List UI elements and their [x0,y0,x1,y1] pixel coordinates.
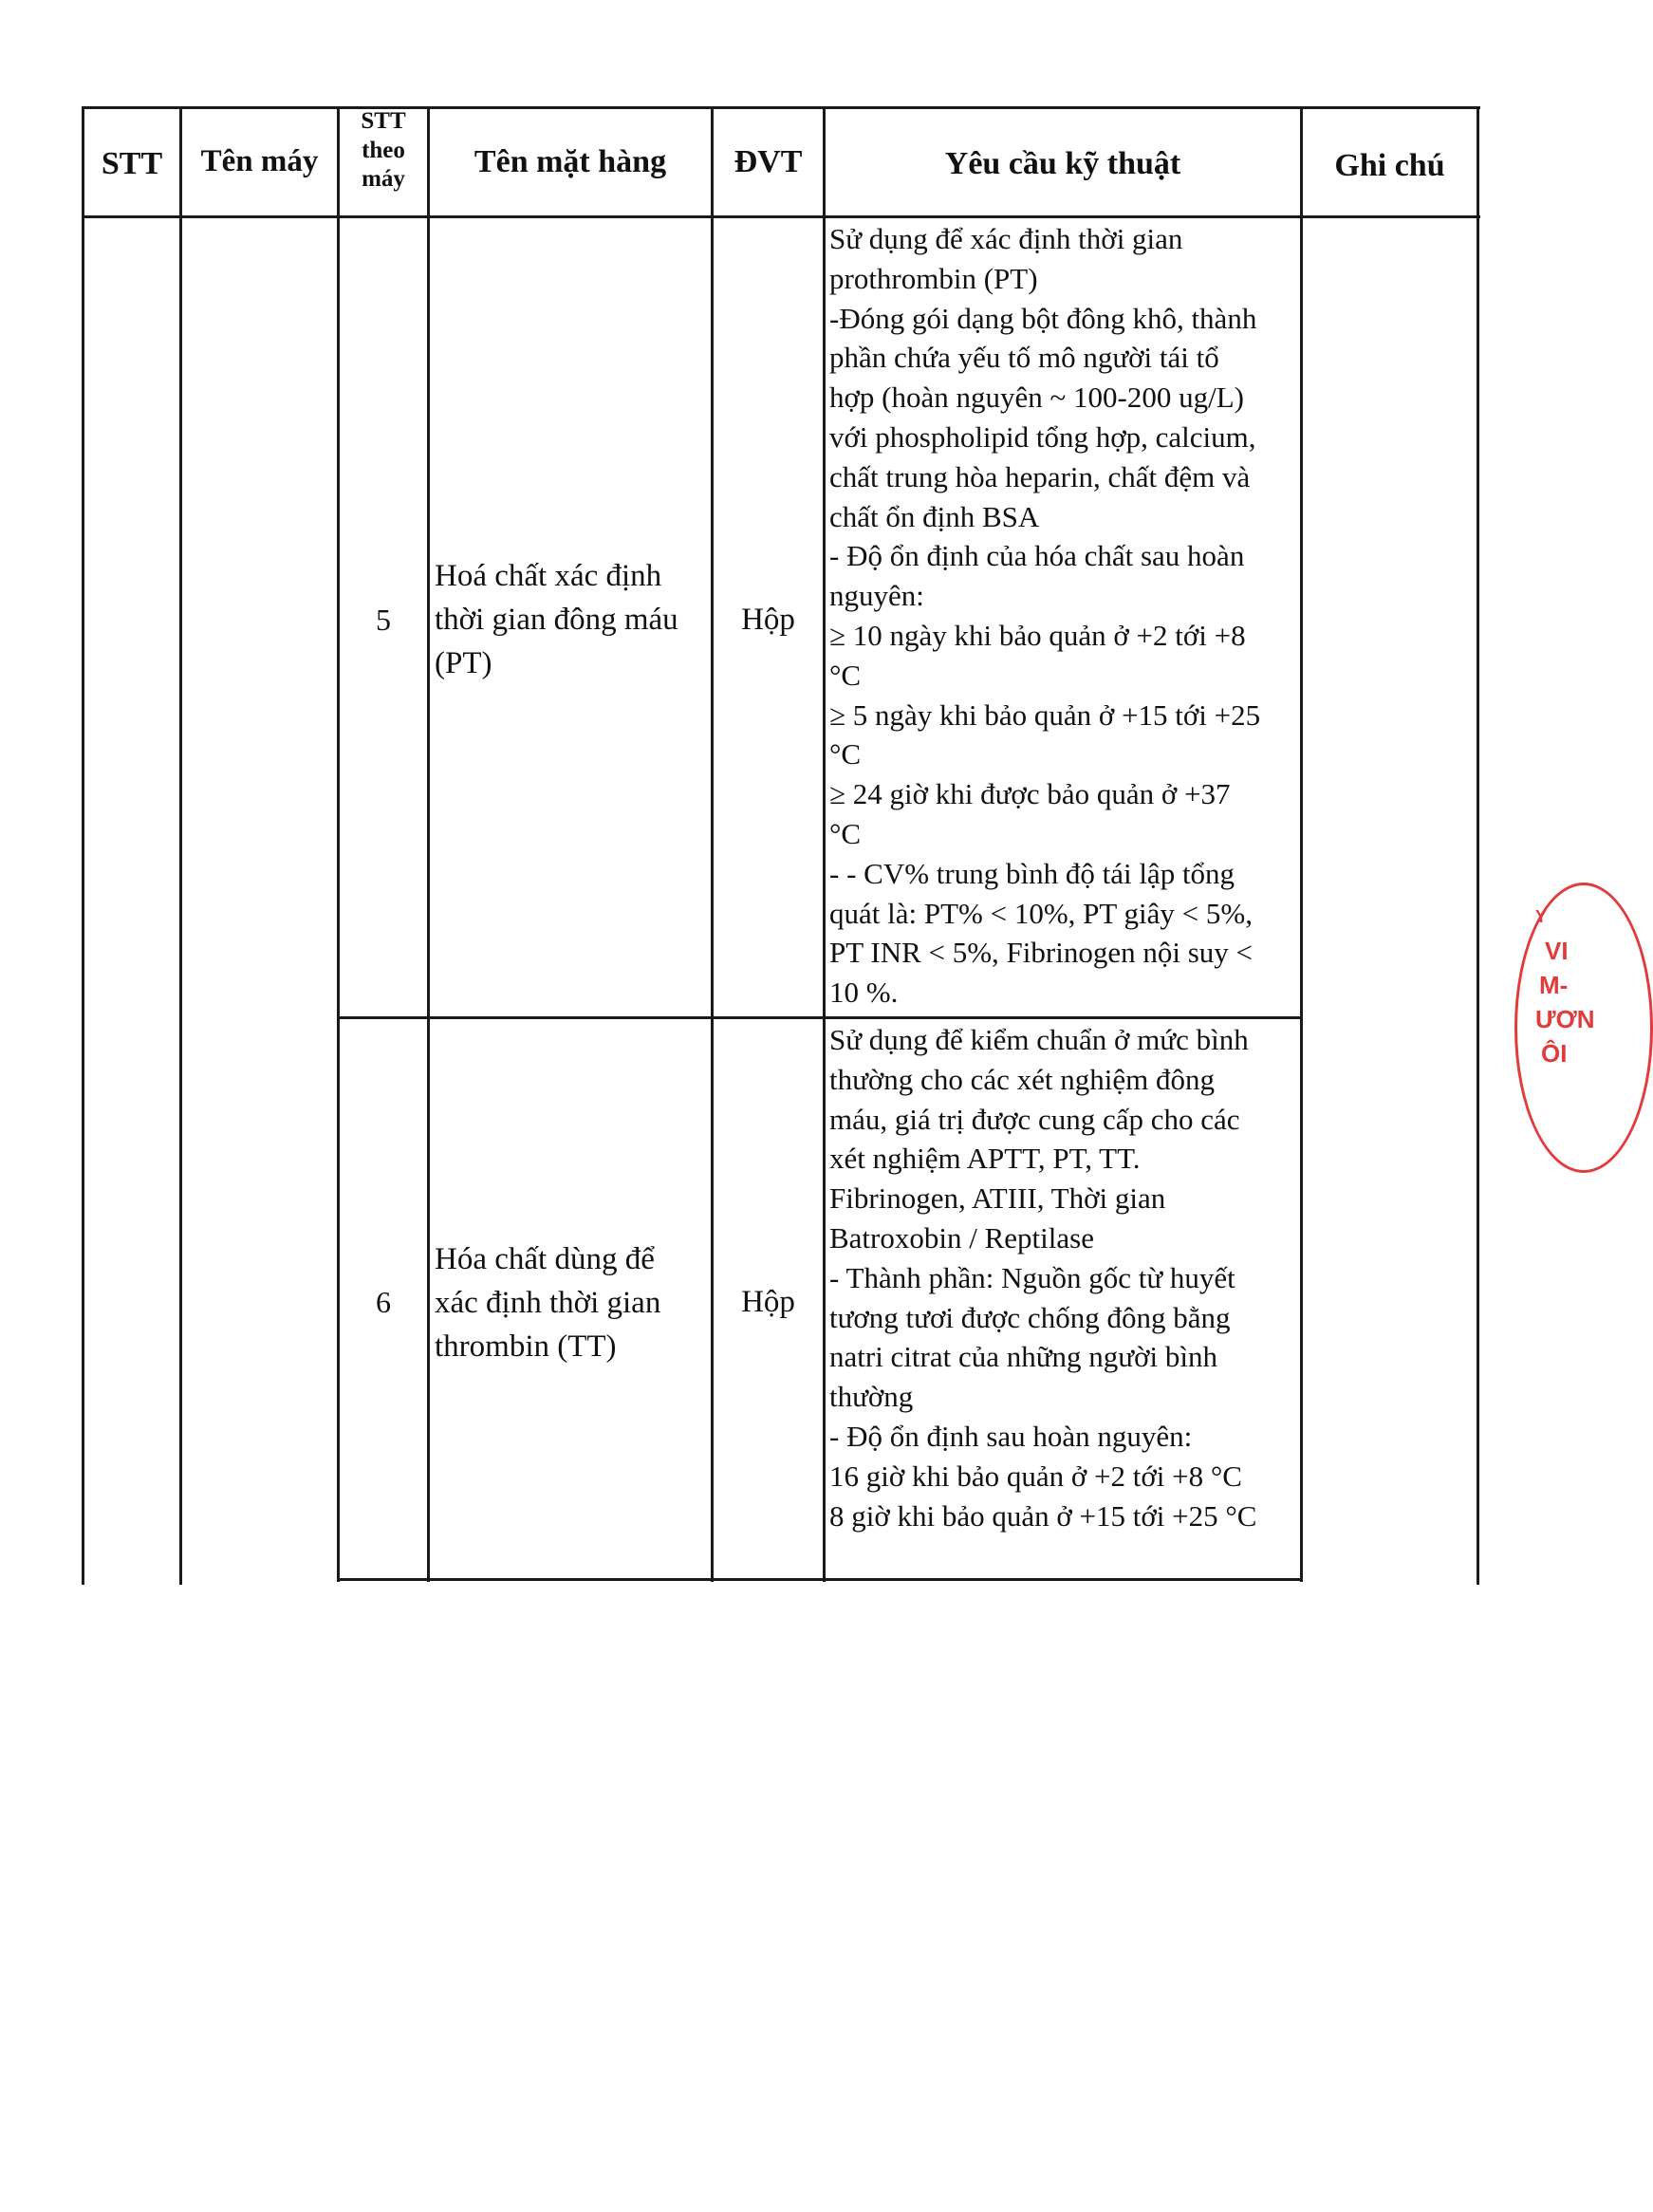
row-stt-theo-may: 5 [376,603,391,637]
header-stt-theo-may: STT theo máy [361,108,406,192]
header-ten-may: Tên máy [200,144,319,178]
row-dvt: Hộp [741,1285,795,1319]
row-yeu-cau-ky-thuat: Sử dụng để xác định thời gian prothrombin (PT) -Đóng gói dạng bột đông khô, thành phần chứa yếu tố mô người tái tổ hợp (hoàn nguyên ~ 100-200 ug/L) với phospholipid tổng hợp, calcium, chất trung hòa heparin, chất đệm và chất ổn định BSA - Độ ổn định của hóa chất sau hoàn nguyên: ≥ 10 ngày khi bảo quản ở +2 tới +8 °C ≥ 5 ngày khi bảo quản ở +15 tới +25 °C ≥ 24 giờ khi được bảo quản ở +37 °C - - CV% trung bình độ tái lập tổng quát là: PT% < 10%, PT giây < 5%, PT INR < 5%, Fibrinogen nội suy < 10 %. [829,222,1261,1010]
col-line-ten-mat-hang [427,106,430,1582]
row-ten-mat-hang: Hóa chất dùng để xác định thời gian thrombin (TT) [435,1242,661,1364]
col-line-stt-left [82,106,84,1585]
stamp-text-fragments: Y VI M- ƯƠN ÔI [1535,907,1595,1068]
header-dvt: ĐVT [734,144,803,179]
col-line-ten-may [179,106,182,1585]
col-line-right [1477,106,1479,1585]
row-ten-mat-hang: Hoá chất xác định thời gian đông máu (PT) [435,559,678,680]
header-yeu-cau-ky-thuat: Yêu cầu kỹ thuật [944,146,1181,181]
row-divider [337,1016,1303,1019]
table-top-border [82,106,1480,109]
col-line-ghi-chu [1300,106,1303,1582]
header-ten-mat-hang: Tên mặt hàng [474,144,667,179]
header-ghi-chu: Ghi chú [1334,148,1445,183]
table-bottom-border [337,1578,1303,1581]
header-bottom-border [82,215,1480,218]
row-stt-theo-may: 6 [376,1285,391,1319]
row-yeu-cau-ky-thuat: Sử dụng để kiểm chuẩn ở mức bình thường cho các xét nghiệm đông máu, giá trị được cung cấp cho các xét nghiệm APTT, PT, TT. Fibrinogen, ATIII, Thời gian Batroxobin / Reptilase - Thành phần: Nguồn gốc từ huyết tương tươi được chống đông bằng natri citrat của những người bình thường - Độ ổn định sau hoàn nguyên: 16 giờ khi bảo quản ở +2 tới +8 °C 8 giờ khi bảo quản ở +15 tới +25 °C [829,1023,1257,1533]
col-line-dvt [711,106,714,1582]
header-stt: STT [101,146,163,181]
col-line-stt-theo-may [337,106,340,1582]
row-dvt: Hộp [741,603,795,637]
col-line-yeu-cau [823,106,826,1582]
